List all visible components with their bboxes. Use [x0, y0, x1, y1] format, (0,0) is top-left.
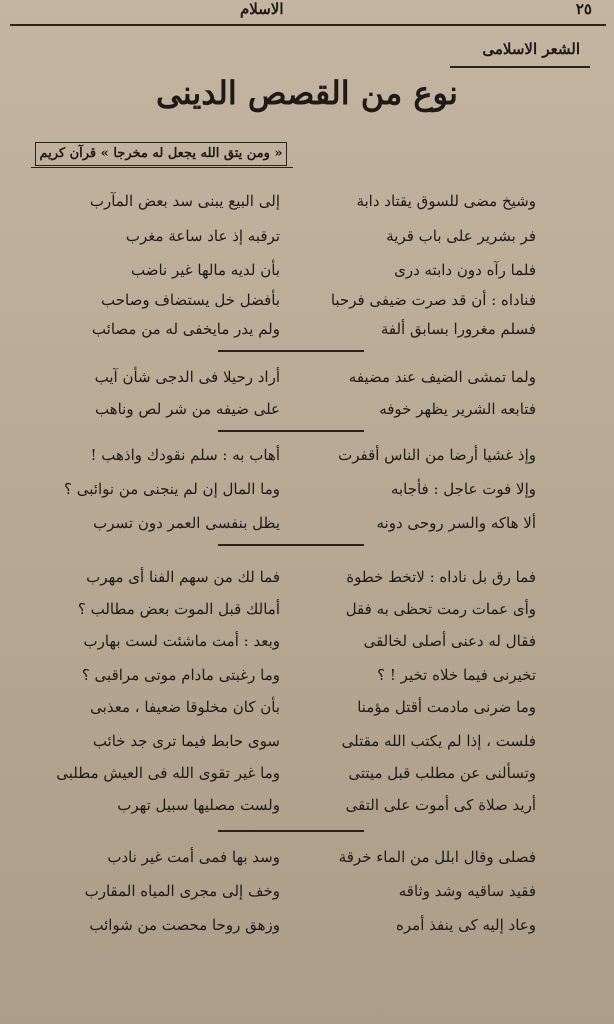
- page-number: ٢٥: [575, 0, 592, 18]
- verse-first-hemistich: ولما تمشى الضيف عند مضيفه: [348, 368, 536, 386]
- verse-first-hemistich: فلست ، إذا لم يكتب الله مقتلى: [341, 732, 536, 750]
- journal-name: الاسلام: [240, 0, 284, 18]
- verse-first-hemistich: فما رق بل ناداه : لاتخط خطوة: [346, 568, 536, 586]
- verse: [24, 692, 536, 722]
- verse-second-hemistich: وبعد : أمت ماشئت لست بهارب: [83, 632, 280, 650]
- verse-second-hemistich: بأن لديه مالها غير ناضب: [130, 261, 280, 279]
- verse-first-hemistich: وأى عمات رمت تحظى به فقل: [345, 600, 536, 618]
- verse: [24, 660, 536, 690]
- header-rule: [10, 24, 606, 26]
- verse: [24, 314, 536, 344]
- poem-title: نوع من القصص الدينى: [156, 74, 458, 112]
- verse-first-hemistich: فسلم مغرورا بسابق ألفة: [380, 320, 536, 338]
- verse-first-hemistich: تخيرنى فيما خلاه تخير ! ؟: [377, 666, 536, 684]
- verse: [24, 842, 536, 872]
- verse-first-hemistich: ألا هاكه والسر روحى دونه: [376, 514, 536, 532]
- section-rule: [450, 66, 590, 68]
- section-label: الشعر الاسلامى: [482, 40, 580, 58]
- verse-first-hemistich: وعاد إليه كى ينفذ أمره: [396, 916, 536, 934]
- page-header: [0, 0, 614, 26]
- verse-second-hemistich: أمالك قبل الموت بعض مطالب ؟: [77, 600, 280, 618]
- verse-second-hemistich: وما المال إن لم ينجنى من نوائبى ؟: [64, 480, 280, 498]
- verse-first-hemistich: أريد صلاة كى أموت على التقى: [345, 796, 536, 814]
- verse: [24, 910, 536, 940]
- verse: [24, 362, 536, 392]
- verse: [24, 474, 536, 504]
- verse: [24, 758, 536, 788]
- verse-second-hemistich: على ضيفه من شر لص وناهب: [94, 400, 280, 418]
- verse-second-hemistich: ولست مصليها سبيل تهرب: [117, 796, 280, 814]
- verse-first-hemistich: فقال له دعنى أصلى لخالقى: [363, 632, 536, 650]
- verse: [24, 876, 536, 906]
- verse: [24, 394, 536, 424]
- verse-second-hemistich: وزهق روحا محصت من شوائب: [89, 916, 280, 934]
- verse: [24, 255, 536, 285]
- verse-second-hemistich: بأن كان مخلوقا ضعيفا ، معذبى: [90, 698, 280, 716]
- stanza-divider: [218, 350, 364, 352]
- verse-first-hemistich: وشيخ مضى للسوق يقتاد دابة: [356, 192, 536, 210]
- stanza-divider: [218, 830, 364, 832]
- quran-quote: « ومن يتق الله يجعل له مخرجا » قرآن كريم: [35, 142, 287, 166]
- verse-second-hemistich: أراد رحيلا فى الدجى شأن آيب: [94, 368, 280, 386]
- stanza-divider: [218, 544, 364, 546]
- verse-first-hemistich: فتابعه الشرير يظهر خوفه: [379, 400, 536, 418]
- verse: [24, 562, 536, 592]
- verse-first-hemistich: فلما رآه دون دابته درى: [394, 261, 536, 279]
- verse-second-hemistich: وسد بها فمى أمت غير نادب: [107, 848, 280, 866]
- verse: [24, 186, 536, 216]
- verse: [24, 508, 536, 538]
- verse-first-hemistich: فر بشرير على باب قرية: [386, 227, 536, 245]
- verse-first-hemistich: فناداه : أن قد صرت ضيفى فرحبا: [330, 291, 536, 309]
- verse: [24, 726, 536, 756]
- verse-second-hemistich: وخف إلى مجرى المياه المقارب: [84, 882, 280, 900]
- stanza-divider: [218, 430, 364, 432]
- verse-first-hemistich: وما ضرنى مادمت أقتل مؤمنا: [357, 698, 536, 716]
- verse-second-hemistich: بأفضل خل يستضاف وصاحب: [101, 291, 280, 309]
- verse-second-hemistich: يظل بنفسى العمر دون تسرب: [93, 514, 280, 532]
- verse: [24, 790, 536, 820]
- verse-first-hemistich: فقيد ساقيه وشد وثاقه: [398, 882, 536, 900]
- verse-second-hemistich: سوى حابط فيما ترى جد خائب: [92, 732, 280, 750]
- verse: [24, 626, 536, 656]
- verse-first-hemistich: وإلا فوت عاجل : فأجابه: [390, 480, 536, 498]
- verse-second-hemistich: ترقبه إذ عاد ساعة مغرب: [125, 227, 280, 245]
- verse: [24, 221, 536, 251]
- verse-first-hemistich: وإذ غشيا أرضا من الناس أقفرت: [338, 446, 536, 464]
- verse-first-hemistich: وتسألنى عن مطلب قبل ميتتى: [348, 764, 536, 782]
- verse: [24, 440, 536, 470]
- verse: [24, 594, 536, 624]
- verse-second-hemistich: أهاب به : سلم نقودك واذهب !: [90, 446, 280, 464]
- verse-second-hemistich: إلى البيع يبنى سد بعض المآرب: [89, 192, 280, 210]
- verse: [24, 285, 536, 315]
- verse-second-hemistich: وما رغبتى مادام موتى مراقبى ؟: [81, 666, 280, 684]
- verse-second-hemistich: وما غير تقوى الله فى العيش مطلبى: [56, 764, 280, 782]
- verse-second-hemistich: فما لك من سهم الفنا أى مهرب: [86, 568, 280, 586]
- verse-second-hemistich: ولم يدر مايخفى له من مصائب: [91, 320, 280, 338]
- verse-first-hemistich: فصلى وقال ابلل من الماء خرقة: [338, 848, 536, 866]
